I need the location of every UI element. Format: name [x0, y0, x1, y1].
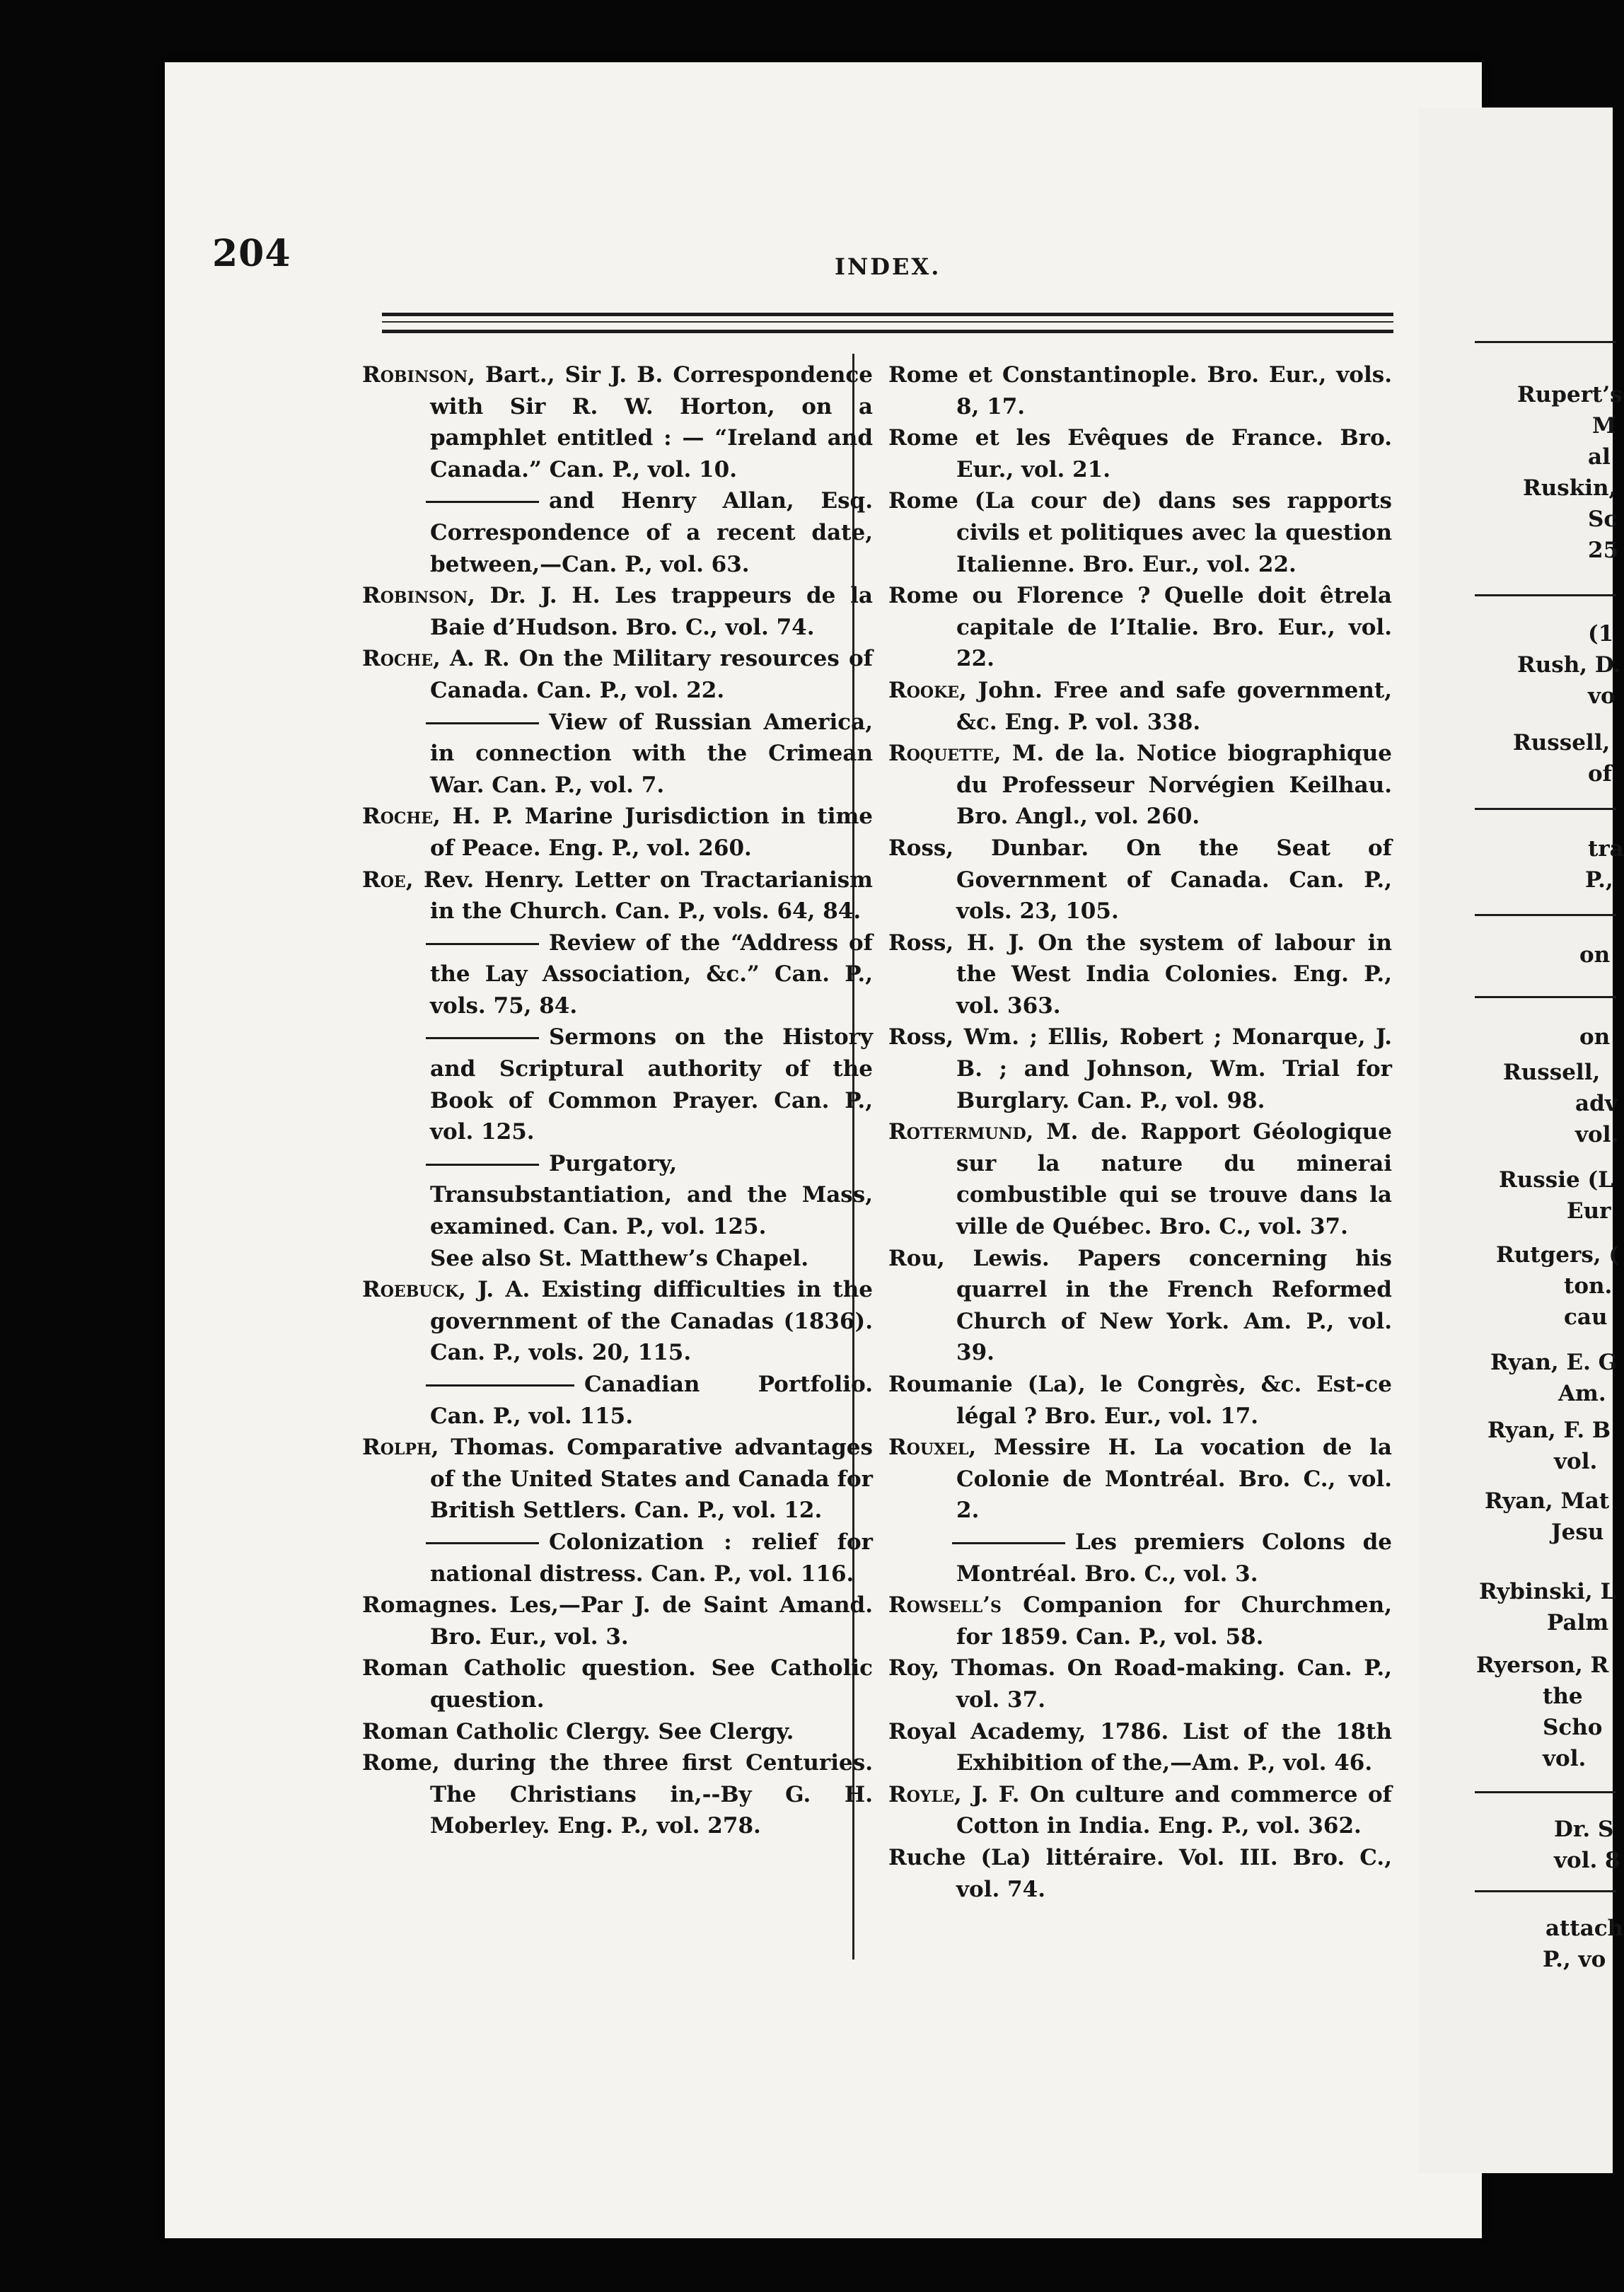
entry-heading: Roebuck [362, 1277, 459, 1303]
adjacent-text: Rutgers, ( [1496, 1242, 1620, 1268]
entry-text: and Henry Allan, Esq. Correspondence of a recent date, between,—Can. P., vol. 63. [430, 488, 873, 577]
index-entry: Roman Catholic question. See Catholic question. [362, 1655, 873, 1713]
entry-heading: Royle [888, 1781, 954, 1807]
adjacent-text: vol. 8 [1554, 1848, 1620, 1873]
index-entry: Ross, Dunbar. On the Seat of Government of Canada. Can. P., vols. 23, 105. [888, 835, 1392, 925]
index-entry [362, 927, 873, 1022]
index-entry: Ruche (La) littéraire. Vol. III. Bro. C., vol. 74. [888, 1844, 1392, 1902]
adjacent-text: M [1592, 413, 1617, 439]
ditto-dash [426, 1037, 539, 1039]
index-entry: Rome et Constantinople. Bro. Eur., vols. 8, 17. [888, 362, 1392, 419]
entry-text: , J. A. Existing difficulties in the government of the Canadas (1836). Can. P., vols. 20, 115. [430, 1277, 873, 1366]
adjacent-text: Russie (L [1499, 1167, 1613, 1193]
entry-text: View of Russian America, in connection with the Crimean War. Can. P., vol. 7. [430, 709, 873, 798]
adjacent-text: vol. [1575, 1122, 1619, 1147]
adjacent-text: vo [1588, 683, 1616, 709]
index-entry [362, 1527, 873, 1590]
ditto-dash [426, 943, 539, 945]
adjacent-page-fragment [1418, 108, 1624, 2173]
adjacent-text: Ruskin, [1523, 475, 1617, 501]
index-entry [362, 707, 873, 801]
index-entry: Roumanie (La), le Congrès, &c. Est-ce légal ? Bro. Eur., vol. 17. [888, 1372, 1392, 1429]
adjacent-text: cau [1564, 1304, 1608, 1330]
ditto-dash [426, 1164, 539, 1166]
adjacent-text: ton. [1564, 1273, 1613, 1299]
adjacent-rule [1475, 341, 1616, 343]
running-title: INDEX. [835, 253, 941, 280]
entry-heading: Rowsell’s [888, 1592, 1002, 1619]
index-entry [362, 864, 873, 927]
entry-heading: Roche [362, 804, 433, 830]
index-entry [888, 1779, 1392, 1842]
entry-text: Companion for Churchmen, for 1859. Can. P., vol. 58. [956, 1592, 1392, 1650]
adjacent-text: Sc [1588, 507, 1618, 532]
entry-text: , H. P. Marine Jurisdiction in time of Peace. Eng. P., vol. 260. [430, 804, 873, 861]
adjacent-text: P., vo [1543, 1947, 1606, 1972]
adjacent-rule [1475, 594, 1616, 596]
entry-text: , John. Free and safe government, &c. Eng. P. vol. 338. [956, 677, 1392, 735]
adjacent-text: on [1579, 1024, 1611, 1050]
adjacent-text: Rupert’s [1517, 382, 1623, 407]
header-rule [382, 330, 1393, 333]
entry-text: , J. F. On culture and commerce of Cotton in India. Eng. P., vol. 362. [953, 1781, 1392, 1839]
header-rule [382, 313, 1393, 316]
see-also-note: See also St. Matthew’s Chapel. [430, 1245, 809, 1271]
adjacent-text: tra [1588, 836, 1624, 862]
entry-heading: Roe [362, 867, 406, 893]
ditto-dash [426, 1384, 574, 1387]
adjacent-rule [1475, 1890, 1616, 1892]
entry-text: Canadian Portfolio. Can. P., vol. 115. [430, 1372, 873, 1429]
adjacent-text: Rush, D. [1517, 652, 1621, 678]
entry-heading: Roquette [888, 741, 994, 767]
index-entry [362, 1432, 873, 1527]
entry-text: Sermons on the History and Scriptural authority of the Book of Common Prayer. Can. P., vol. 125. [430, 1024, 873, 1145]
entry-heading: Rolph [362, 1435, 431, 1461]
adjacent-text: Ryan, F. B [1487, 1418, 1611, 1443]
ditto-dash [426, 722, 539, 724]
left-column [362, 359, 873, 1842]
entry-text: , Rev. Henry. Letter on Tractarianism in the Church. Can. P., vols. 64, 84. [405, 867, 873, 925]
entry-text: , A. R. On the Military resources of Canada. Can. P., vol. 22. [430, 646, 873, 703]
index-entry [362, 1274, 873, 1369]
index-entry: Royal Academy, 1786. List of the 18th Exhibition of the,—Am. P., vol. 46. [888, 1718, 1392, 1776]
index-entry [362, 359, 873, 485]
entry-text: Purgatory, Transubstantiation, and the Mass, examined. Can. P., vol. 125. [430, 1150, 873, 1240]
page-number: 204 [212, 232, 291, 275]
adjacent-text: on [1579, 942, 1611, 968]
index-entry [362, 485, 873, 580]
index-entry [888, 675, 1392, 738]
adjacent-text: P., [1585, 867, 1613, 893]
index-entry [888, 1590, 1392, 1653]
adjacent-text: Ryan, Mat [1485, 1488, 1610, 1514]
entry-text: , M. de. Rapport Géologique sur la nature du minerai combustible qui se trouve dans la ville de Québec. Bro. C., vol. 37. [956, 1119, 1392, 1240]
adjacent-text: vol. [1554, 1449, 1598, 1474]
index-entry: Rome (La cour de) dans ses rapports civils et politiques avec la question Italienne. Bro. Eur., vol. 22. [888, 488, 1392, 577]
ditto-dash [426, 501, 539, 503]
adjacent-text: Ryerson, R [1476, 1653, 1609, 1678]
adjacent-rule [1475, 1791, 1616, 1793]
index-entry: Ross, Wm. ; Ellis, Robert ; Monarque, J. B. ; and Johnson, Wm. Trial for Burglary. Can. P., vol. 98. [888, 1024, 1392, 1113]
entry-text: Les premiers Colons de Montréal. Bro. C., vol. 3. [956, 1529, 1392, 1587]
entry-heading: Roche [362, 646, 433, 672]
index-entry [362, 1021, 873, 1147]
index-entry [362, 1369, 873, 1432]
adjacent-text: Jesu [1551, 1520, 1604, 1545]
index-entry [888, 1116, 1392, 1242]
adjacent-text: Ryan, E. G [1490, 1350, 1618, 1375]
adjacent-rule [1475, 914, 1616, 916]
adjacent-text: Scho [1543, 1715, 1603, 1740]
adjacent-text: Rybinski, L [1479, 1579, 1616, 1604]
entry-heading: Rooke [888, 677, 959, 703]
adjacent-text: attach [1545, 1916, 1624, 1941]
adjacent-text: of [1588, 761, 1613, 787]
adjacent-text: the [1543, 1684, 1583, 1709]
adjacent-text: Eur [1567, 1198, 1611, 1224]
entry-text: , Thomas. Comparative advantages of the United States and Canada for British Settlers. Can. P., vol. 12. [430, 1435, 873, 1524]
adjacent-text: Russell, [1503, 1060, 1601, 1085]
index-entry: Rou, Lewis. Papers concerning his quarrel in the French Reformed Church of New York. Am. P., vol. 39. [888, 1245, 1392, 1366]
adjacent-text: Palm [1547, 1610, 1609, 1636]
entry-heading: Rottermund [888, 1119, 1026, 1145]
right-column [888, 359, 1392, 1905]
index-entry [888, 1527, 1392, 1590]
entry-text: , Bart., Sir J. B. Correspondence with Sir R. W. Horton, on a pamphlet entitled : — “Ireland and Canada.” Can. P., vol. 10. [430, 362, 873, 482]
index-entry [888, 1432, 1392, 1527]
index-entry: Romagnes. Les,—Par J. de Saint Amand. Bro. Eur., vol. 3. [362, 1592, 873, 1650]
index-entry: Rome, during the three first Centuries. The Christians in,--By G. H. Moberley. Eng. P., vol. 278. [362, 1750, 873, 1839]
entry-heading: Rouxel [888, 1435, 969, 1461]
index-entry [362, 801, 873, 864]
adjacent-rule [1475, 996, 1616, 998]
index-entry: Roman Catholic Clergy. See Clergy. [362, 1718, 794, 1744]
adjacent-text: Am. [1558, 1381, 1606, 1406]
index-entry [362, 1148, 873, 1243]
index-entry [362, 580, 873, 643]
index-entry: Rome ou Florence ? Quelle doit êtrela capitale de l’Italie. Bro. Eur., vol. 22. [888, 583, 1392, 672]
adjacent-rule [1475, 808, 1616, 810]
index-entry [888, 738, 1392, 833]
adjacent-text: 25 [1588, 538, 1619, 563]
index-entry: Roy, Thomas. On Road-making. Can. P., vol. 37. [888, 1655, 1392, 1713]
entry-text: Colonization : relief for national distress. Can. P., vol. 116. [430, 1529, 873, 1587]
ditto-dash [952, 1542, 1065, 1544]
entry-text: , Dr. J. H. Les trappeurs de la Baie d’Hudson. Bro. C., vol. 74. [430, 583, 873, 640]
entry-text: , M. de la. Notice biographique du Professeur Norvégien Keilhau. Bro. Angl., vol. 260. [956, 741, 1392, 830]
index-entry: Rome et les Evêques de France. Bro. Eur., vol. 21. [888, 425, 1392, 482]
adjacent-text: vol. [1543, 1746, 1587, 1771]
entry-heading: Robinson [362, 583, 468, 609]
adjacent-text: (1 [1588, 621, 1614, 647]
adjacent-text: Russell, [1513, 730, 1611, 756]
index-entry: Ross, H. J. On the system of labour in the West India Colonies. Eng. P., vol. 363. [888, 930, 1392, 1019]
adjacent-text: Dr. S [1554, 1817, 1614, 1842]
header-rule [382, 321, 1393, 323]
entry-text: Review of the “Address of the Lay Association, &c.” Can. P., vols. 75, 84. [430, 930, 873, 1019]
entry-text: , Messire H. La vocation de la Colonie de Montréal. Bro. C., vol. 2. [956, 1435, 1392, 1524]
adjacent-text: adv [1575, 1091, 1618, 1116]
entry-heading: Robinson [362, 362, 468, 388]
index-entry [362, 643, 873, 706]
adjacent-text: al [1588, 444, 1611, 470]
ditto-dash [426, 1542, 539, 1544]
